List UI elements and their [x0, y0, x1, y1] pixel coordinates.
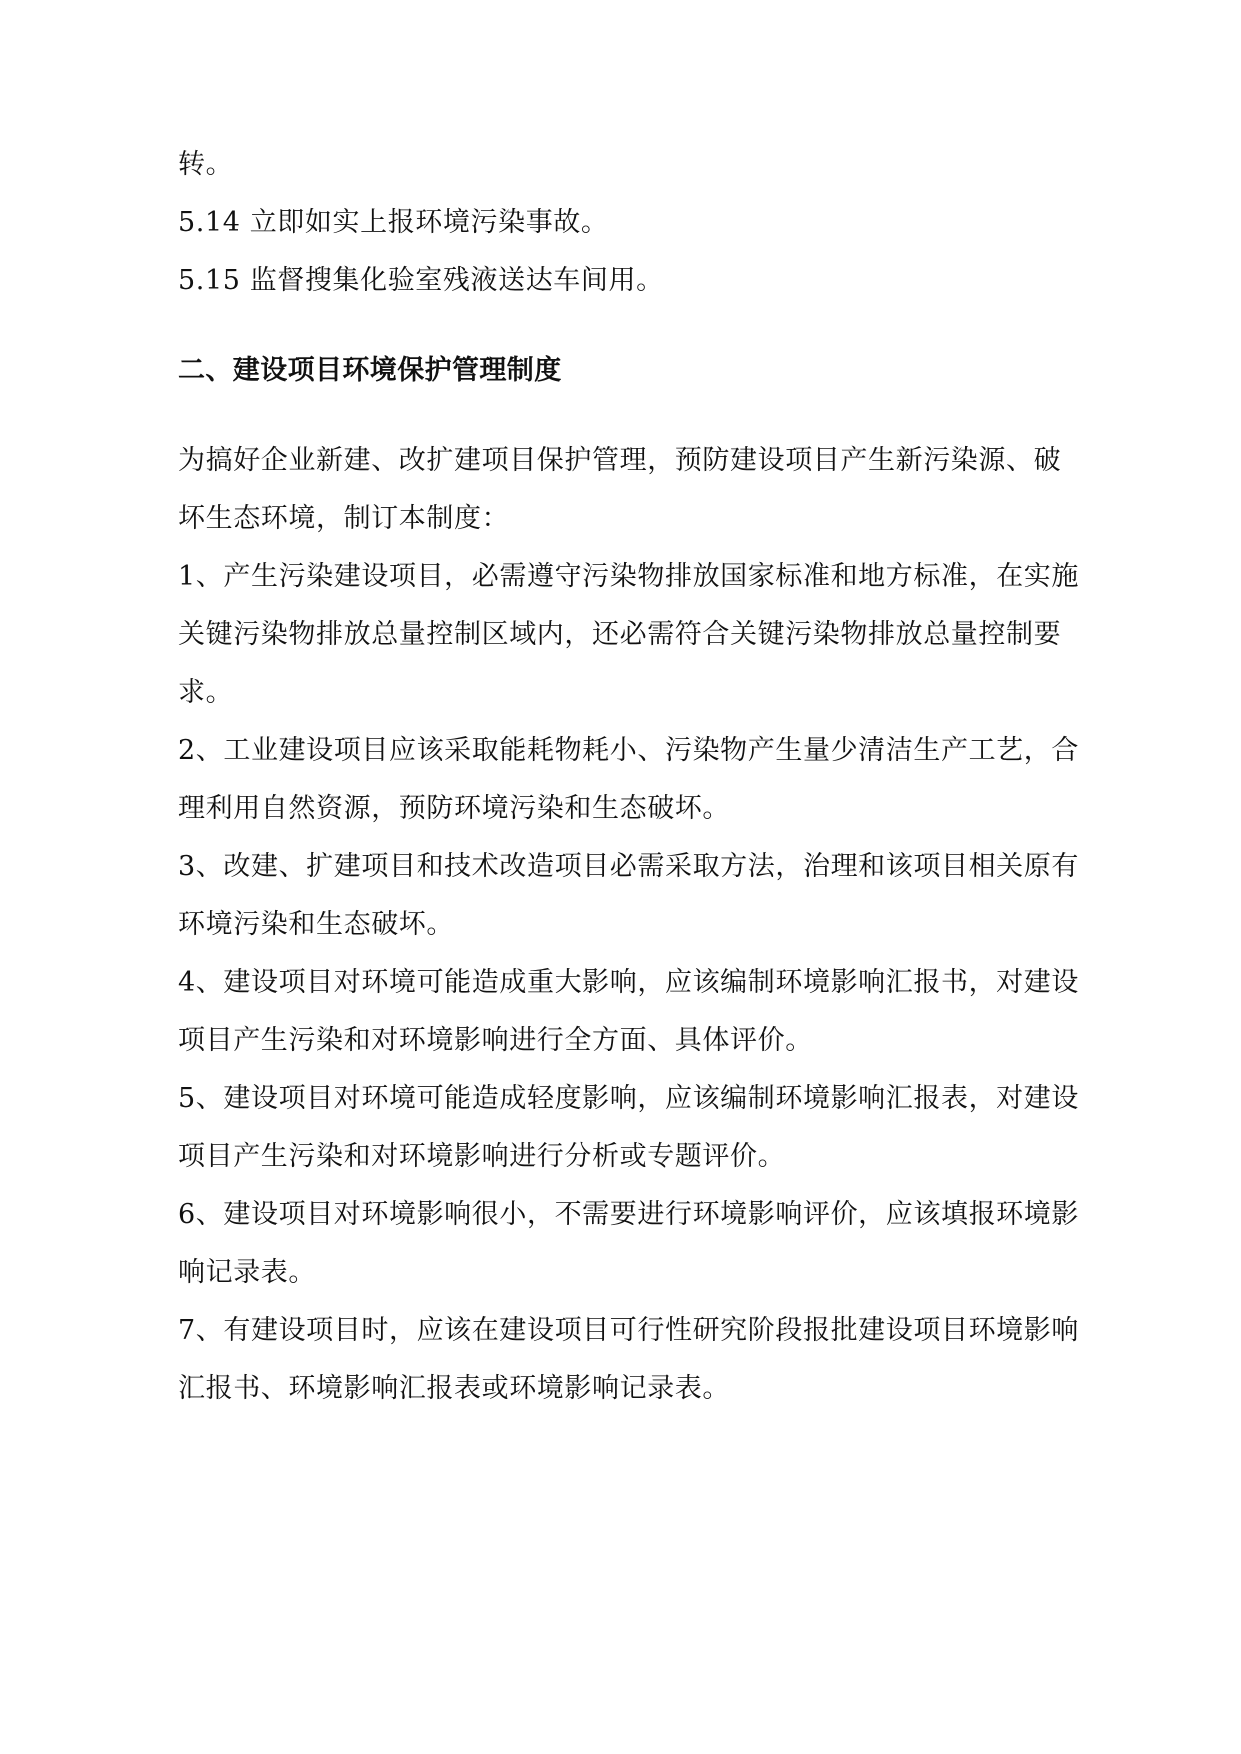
- text-line: 环境污染和生态破坏。: [178, 909, 454, 940]
- text-line: 项目产生污染和对环境影响进行分析或专题评价。: [178, 1141, 786, 1172]
- text-line: 5、建设项目对环境可能造成轻度影响，应该编制环境影响汇报表，对建设: [178, 1083, 1079, 1114]
- text-line: 1、产生污染建设项目，必需遵守污染物排放国家标准和地方标准，在实施: [178, 561, 1079, 592]
- text-line: 关键污染物排放总量控制区域内，还必需符合关键污染物排放总量控制要: [178, 619, 1062, 650]
- text-line: 4、建设项目对环境可能造成重大影响，应该编制环境影响汇报书，对建设: [178, 967, 1079, 998]
- text-line: 7、有建设项目时，应该在建设项目可行性研究阶段报批建设项目环境影响: [178, 1315, 1079, 1346]
- text-line: 项目产生污染和对环境影响进行全方面、具体评价。: [178, 1025, 813, 1056]
- text-line: 汇报书、环境影响汇报表或环境影响记录表。: [178, 1373, 730, 1404]
- text-line: 转。: [178, 149, 234, 180]
- text-line: 为搞好企业新建、改扩建项目保护管理，预防建设项目产生新污染源、破: [178, 445, 1062, 476]
- text-line: 6、建设项目对环境影响很小，不需要进行环境影响评价，应该填报环境影: [178, 1199, 1079, 1230]
- text-line: 5.15 监督搜集化验室残液送达车间用。: [178, 265, 664, 296]
- text-line: 响记录表。: [178, 1257, 316, 1288]
- section-heading: 二、建设项目环境保护管理制度: [178, 355, 562, 386]
- text-line: 5.14 立即如实上报环境污染事故。: [178, 207, 609, 238]
- text-line: 3、改建、扩建项目和技术改造项目必需采取方法，治理和该项目相关原有: [178, 851, 1079, 882]
- text-line: 2、工业建设项目应该采取能耗物耗小、污染物产生量少清洁生产工艺，合: [178, 735, 1079, 766]
- text-line: 坏生态环境，制订本制度：: [178, 503, 510, 534]
- text-line: 理利用自然资源，预防环境污染和生态破坏。: [178, 793, 730, 824]
- text-line: 求。: [178, 677, 234, 708]
